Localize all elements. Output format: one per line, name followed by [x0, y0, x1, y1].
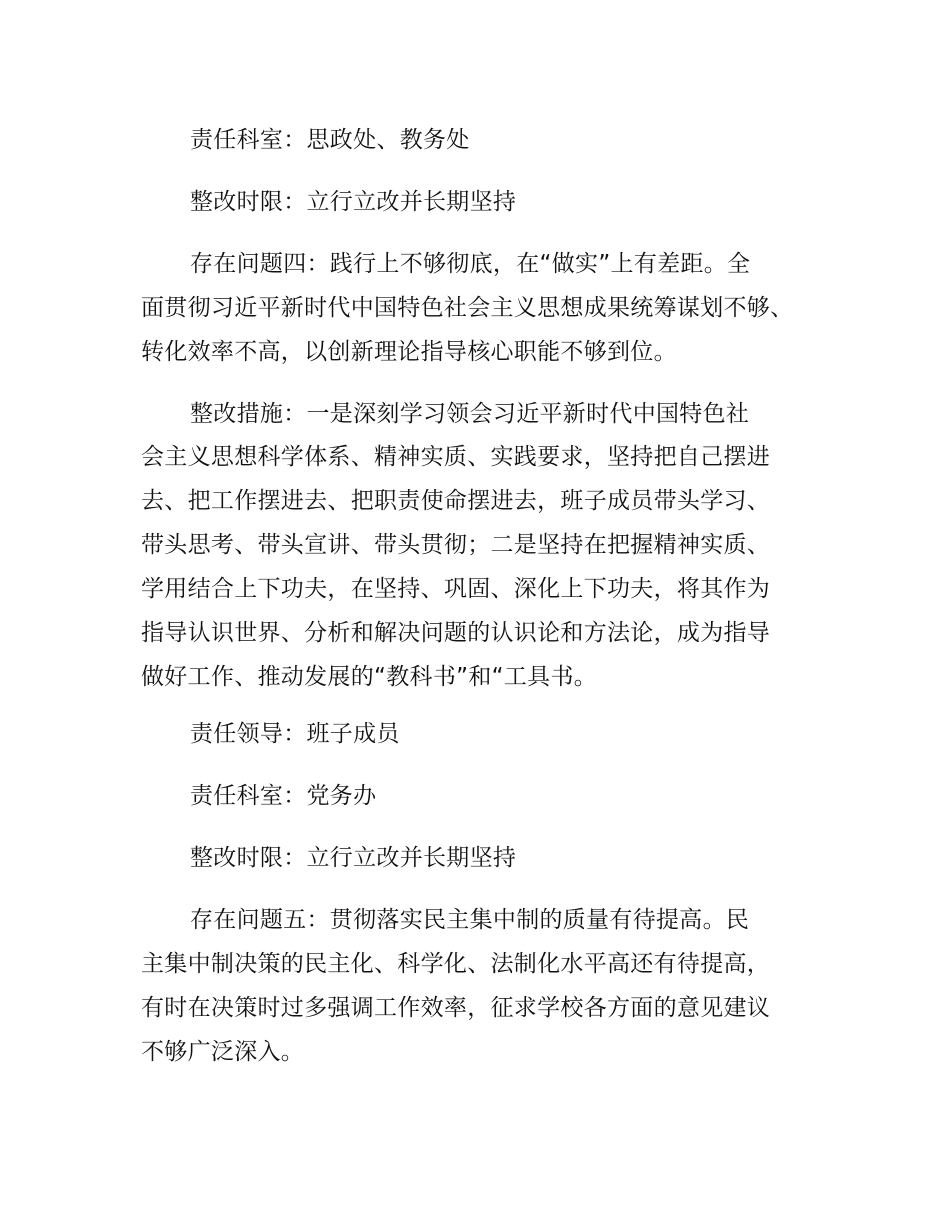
problem-four-line-3: 转化效率不高，以创新理论指导核心职能不够到位。	[141, 339, 677, 365]
problem-five-line-2: 主集中制决策的民主化、科学化、法制化水平高还有待提高，	[141, 951, 771, 977]
measures-line-5: 学用结合上下功夫，在坚持、巩固、深化上下功夫，将其作为	[141, 576, 771, 602]
problem-five-line-1: 存在问题五：贯彻落实民主集中制的质量有待提高。民	[190, 907, 750, 933]
responsible-office-line-2: 责任科室：党务办	[190, 783, 377, 809]
problem-four-line-2: 面贯彻习近平新时代中国特色社会主义思想成果统筹谋划不够、	[141, 295, 794, 321]
measures-line-1: 整改措施：一是深刻学习领会习近平新时代中国特色社	[190, 401, 750, 427]
measures-line-2: 会主义思想科学体系、精神实质、实践要求，坚持把自己摆进	[141, 444, 771, 470]
problem-five-line-4: 不够广泛深入。	[141, 1039, 305, 1065]
measures-line-4: 带头思考、带头宣讲、带头贯彻；二是坚持在把握精神实质、	[141, 532, 771, 558]
responsible-leader-line: 责任领导：班子成员	[190, 721, 400, 747]
deadline-line: 整改时限：立行立改并长期坚持	[190, 189, 517, 215]
measures-line-7: 做好工作、推动发展的“教科书”和“工具书。	[141, 664, 598, 690]
measures-line-3: 去、把工作摆进去、把职责使命摆进去，班子成员带头学习、	[141, 488, 771, 514]
problem-four-line-1: 存在问题四：践行上不够彻底，在“做实”上有差距。全	[190, 251, 751, 277]
problem-five-line-3: 有时在决策时过多强调工作效率，征求学校各方面的意见建议	[141, 995, 771, 1021]
responsible-office-line: 责任科室：思政处、教务处	[190, 127, 470, 153]
measures-line-6: 指导认识世界、分析和解决问题的认识论和方法论，成为指导	[141, 620, 771, 646]
deadline-line-2: 整改时限：立行立改并长期坚持	[190, 845, 517, 871]
